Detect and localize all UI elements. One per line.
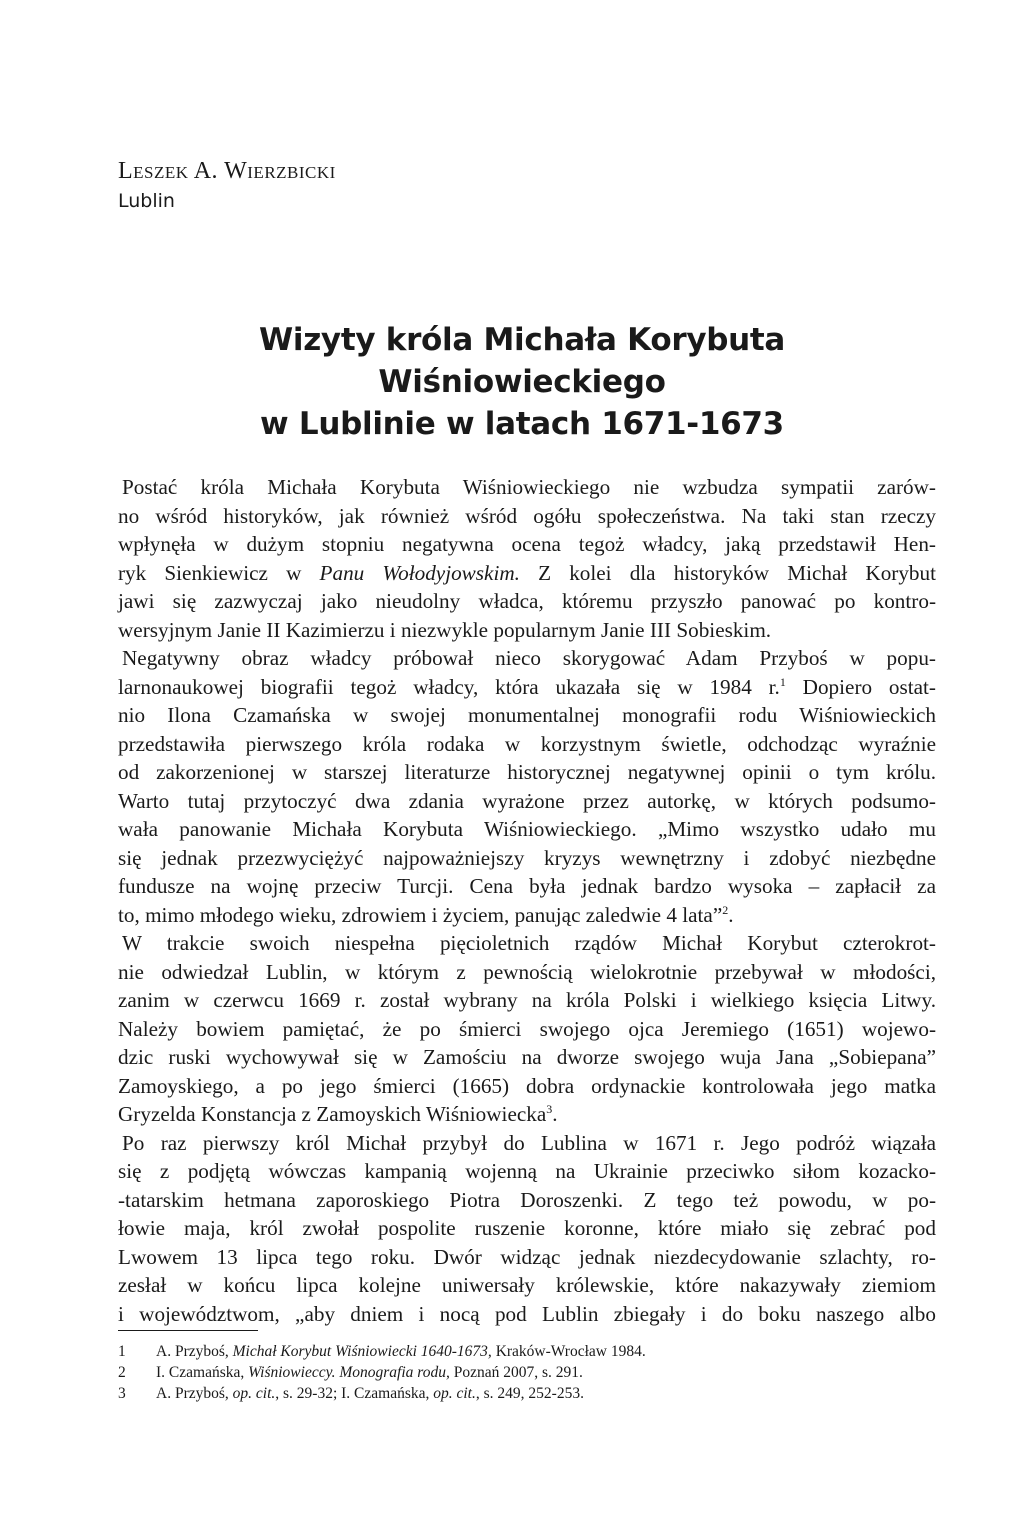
footnote-number: 1 bbox=[118, 1343, 126, 1360]
footnote-italic: op. cit. bbox=[433, 1385, 476, 1402]
p1-text: Z kolei dla historyków Michał Korybut bbox=[519, 560, 937, 585]
p3-line: dzic ruski wychowywał się w Zamościu na dworze swojego wuja Jana „Sobiepana” bbox=[118, 1045, 936, 1069]
p4-line: Po raz pierwszy król Michał przybył do Lublina w 1671 r. Jego podróż wiązała bbox=[122, 1130, 936, 1155]
p2-text: . bbox=[728, 902, 734, 927]
article-title bbox=[118, 319, 926, 445]
footnote-italic: Michał Korybut Wiśniowiecki 1640-1673, bbox=[232, 1343, 492, 1360]
p4-line: się z podjętą wówczas kampanią wojenną na Ukrainie przeciwko siłom kozacko- bbox=[118, 1159, 936, 1183]
p2-text: Dopiero ostat- bbox=[785, 674, 936, 699]
p1-italic-title: Panu Wołodyjowskim. bbox=[319, 560, 520, 585]
footnote-3 bbox=[118, 1383, 938, 1404]
footnote-plain: A. Przyboś, bbox=[156, 1385, 233, 1402]
footnote-plain: A. Przyboś, bbox=[156, 1343, 233, 1360]
paragraph-4 bbox=[118, 1129, 936, 1329]
footnote-text bbox=[156, 1383, 938, 1404]
author-name: Leszek A. Wierzbicki bbox=[118, 158, 336, 184]
p2-line: fundusze na wojnę przeciw Turcji. Cena była jednak bardzo wysoka – zapłacił za bbox=[118, 874, 936, 898]
p4-line: i województwom, „aby dniem i nocą pod Lublin zbiegały i do boku naszego albo bbox=[118, 1301, 936, 1326]
p1-line bbox=[118, 559, 936, 588]
p4-line: łowie maja, król zwołał pospolite ruszenie koronne, które miało się zebrać pod bbox=[118, 1216, 936, 1240]
p2-line: wała panowanie Michała Korybuta Wiśniowieckiego. „Mimo wszystko udało mu bbox=[118, 817, 936, 841]
footnote-2 bbox=[118, 1362, 938, 1383]
p1-line: wersyjnym Janie II Kazimierzu i niezwykle popularnym Janie III Sobieskim. bbox=[118, 617, 772, 642]
p1-line: no wśród historyków, jak również wśród ogółu społeczeństwa. Na taki stan rzeczy bbox=[118, 503, 936, 528]
p4-line: zesłał w końcu lipca kolejne uniwersały królewskie, które nakazywały ziemiom bbox=[118, 1273, 936, 1297]
author-affiliation: Lublin bbox=[118, 190, 175, 212]
p3-line: Należy bowiem pamiętać, że po śmierci swojego ojca Jeremiego (1651) wojewo- bbox=[118, 1016, 936, 1041]
p2-line: od zakorzenionej w starszej literaturze historycznej negatywnej opinii o tym królu. bbox=[118, 760, 936, 784]
p1-line: wpłynęła w dużym stopniu negatywna ocena tegoż władcy, jaką przedstawił Hen- bbox=[118, 532, 936, 556]
footnote-text bbox=[156, 1362, 938, 1383]
footnote-plain: , s. 249, 252-253. bbox=[475, 1385, 584, 1402]
p3-line bbox=[118, 1100, 936, 1129]
p1-line: Postać króla Michała Korybuta Wiśniowieckiego nie wzbudza sympatii zarów- bbox=[122, 475, 936, 499]
p2-line: nio Ilona Czamańska w swojej monumentalnej monografii rodu Wiśniowieckich bbox=[118, 703, 936, 727]
p3-line: zanim w czerwcu 1669 r. został wybrany na króla Polski i wielkiego księcia Litwy. bbox=[118, 988, 936, 1012]
footnote-1 bbox=[118, 1341, 938, 1362]
p2-line: przedstawiła pierwszego króla rodaka w korzystnym świetle, odchodząc wyraźnie bbox=[118, 731, 936, 756]
footnote-number: 2 bbox=[118, 1364, 126, 1381]
footnote-plain: I. Czamańska, bbox=[156, 1364, 249, 1381]
p2-line: się jednak przezwyciężyć najpoważniejszy kryzys wewnętrzny i zdobyć niezbędne bbox=[118, 845, 936, 870]
p1-line: jawi się zazwyczaj jako nieudolny władca, któremu przyszło panować po kontro- bbox=[118, 589, 936, 613]
p2-line bbox=[118, 901, 936, 930]
paragraph-1 bbox=[118, 473, 936, 644]
paragraph-2 bbox=[118, 644, 936, 929]
footnote-plain: Poznań 2007, s. 291. bbox=[449, 1364, 583, 1381]
p4-line: Lwowem 13 lipca tego roku. Dwór widząc jednak niezdecydowanie szlachty, ro- bbox=[118, 1244, 936, 1269]
footnote-text bbox=[156, 1341, 938, 1362]
footnotes bbox=[118, 1341, 938, 1404]
p2-line bbox=[118, 673, 936, 702]
p3-line: Zamoyskiego, a po jego śmierci (1665) dobra ordynackie kontrolowała jego matka bbox=[118, 1073, 936, 1098]
footnote-italic: op. cit. bbox=[232, 1385, 276, 1402]
p2-text: to, mimo młodego wieku, zdrowiem i życiem, panując zaledwie 4 lata” bbox=[118, 902, 723, 927]
footnote-ref-1: 1 bbox=[779, 674, 786, 689]
paragraph-3 bbox=[118, 929, 936, 1129]
title-line-1: Wizyty króla Michała Korybuta Wiśniowieckiego bbox=[258, 322, 786, 400]
p1-text: ryk Sienkiewicz w bbox=[118, 560, 320, 585]
page bbox=[118, 156, 938, 1328]
footnote-plain: , s. 29-32; I. Czamańska, bbox=[275, 1385, 434, 1402]
p2-line: Negatywny obraz władcy próbował nieco skorygować Adam Przyboś w popu- bbox=[122, 646, 936, 670]
p4-line: -tatarskim hetmana zaporoskiego Piotra Doroszenki. Z tego też powodu, w po- bbox=[118, 1187, 936, 1212]
p2-text: larnonaukowej biografii tegoż władcy, która ukazała się w 1984 r. bbox=[118, 674, 780, 699]
article-body bbox=[118, 473, 936, 1328]
p2-line: Warto tutaj przytoczyć dwa zdania wyrażone przez autorkę, w których podsumo- bbox=[118, 788, 936, 813]
footnote-ref-2: 2 bbox=[722, 902, 729, 917]
title-line-2: w Lublinie w latach 1671-1673 bbox=[260, 406, 784, 442]
p3-line: nie odwiedzał Lublin, w którym z pewnością wielokrotnie przebywał w młodości, bbox=[118, 959, 936, 984]
footnote-divider bbox=[118, 1330, 258, 1331]
footnote-ref-3: 3 bbox=[546, 1101, 553, 1116]
footnote-number: 3 bbox=[118, 1385, 126, 1402]
footnote-italic: Wiśniowieccy. Monografia rodu, bbox=[248, 1364, 450, 1381]
p3-line: W trakcie swoich niespełna pięcioletnich rządów Michał Korybut czterokrot- bbox=[122, 931, 936, 955]
p3-text: . bbox=[552, 1102, 558, 1126]
p3-text: Gryzelda Konstancja z Zamoyskich Wiśniowiecka bbox=[118, 1102, 547, 1126]
footnote-plain: Kraków-Wrocław 1984. bbox=[491, 1343, 646, 1360]
